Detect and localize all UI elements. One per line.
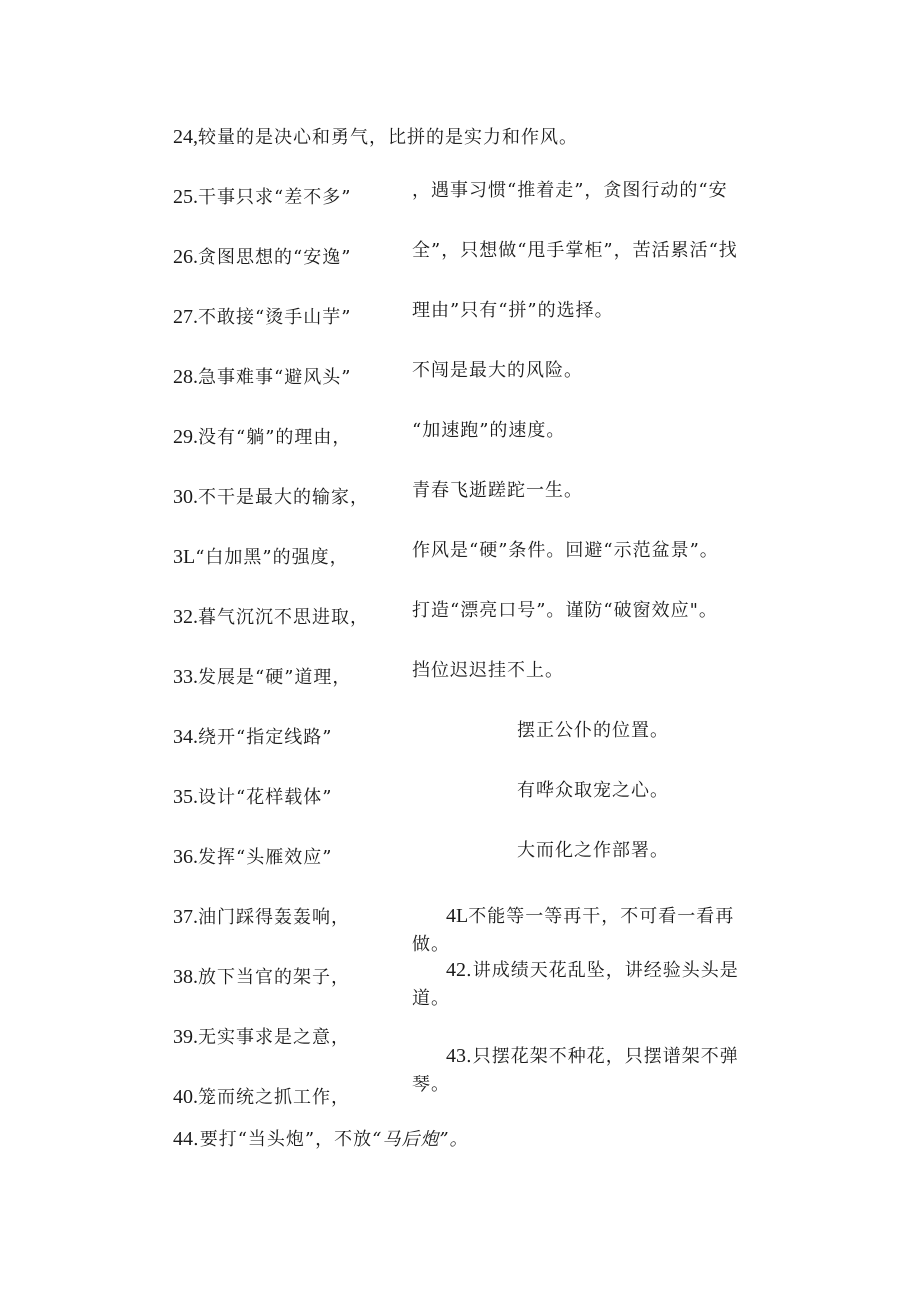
item-27: 27.不敢接“烫手山芋” bbox=[173, 306, 352, 328]
item-33: 33.发展是“硬”道理， bbox=[173, 666, 352, 688]
item-42: 42.讲成绩天花乱坠，讲经验头头是道。 bbox=[412, 959, 739, 1009]
item-34: 34.绕开“指定线路” bbox=[173, 726, 333, 748]
right-line-4: 不闯是最大的风险。 bbox=[412, 360, 583, 381]
item-31: 3L“白加黑”的强度， bbox=[173, 546, 349, 568]
right-line-5: “加速跑”的速度。 bbox=[412, 420, 566, 441]
item-37: 37.油门踩得轰轰响， bbox=[173, 906, 350, 928]
item-24: 24,较量的是决心和勇气，比拼的是实力和作风。 bbox=[173, 126, 578, 148]
item-41: 4L不能等一等再干，不可看一看再做。 bbox=[412, 905, 735, 955]
item-28: 28.急事难事“避风头” bbox=[173, 366, 352, 388]
item-25: 25.干事只求“差不多” bbox=[173, 186, 352, 208]
right-line-6: 青春飞逝蹉跎一生。 bbox=[412, 480, 583, 501]
item-35: 35.设计“花样载体” bbox=[173, 786, 333, 808]
right-line-2: 全”，只想做“甩手掌柜”，苦活累活“找 bbox=[412, 240, 738, 261]
right-indented-2: 有哗众取宠之心。 bbox=[517, 780, 669, 801]
right-line-7: 作风是“硬”条件。回避“示范盆景”。 bbox=[412, 540, 719, 561]
item-30: 30.不干是最大的输家， bbox=[173, 486, 369, 508]
item-39: 39.无实事求是之意， bbox=[173, 1026, 350, 1048]
right-line-3: 理由”只有“拼”的选择。 bbox=[412, 300, 614, 321]
right-line-9: 挡位迟迟挂不上。 bbox=[412, 660, 564, 681]
item-40: 40.笼而统之抓工作， bbox=[173, 1086, 350, 1108]
right-indented-3: 大而化之作部署。 bbox=[517, 840, 669, 861]
item-36: 36.发挥“头雁效应” bbox=[173, 846, 333, 868]
item-32: 32.暮气沉沉不思进取， bbox=[173, 606, 369, 628]
item-26: 26.贪图思想的“安逸” bbox=[173, 246, 352, 268]
item-38: 38.放下当官的架子， bbox=[173, 966, 350, 988]
right-line-8: 打造“漂亮口号”。谨防“破窗效应"。 bbox=[412, 600, 718, 621]
item-43: 43.只摆花架不种花，只摆谱架不弹琴。 bbox=[412, 1045, 739, 1095]
right-line-1: ，遇事习惯“推着走”，贪图行动的“安 bbox=[412, 180, 728, 201]
right-indented-1: 摆正公仆的位置。 bbox=[517, 720, 669, 741]
item-29: 29.没有“躺”的理由， bbox=[173, 426, 352, 448]
item-44: 44.要打“当头炮”，不放“马后炮”。 bbox=[173, 1128, 469, 1150]
